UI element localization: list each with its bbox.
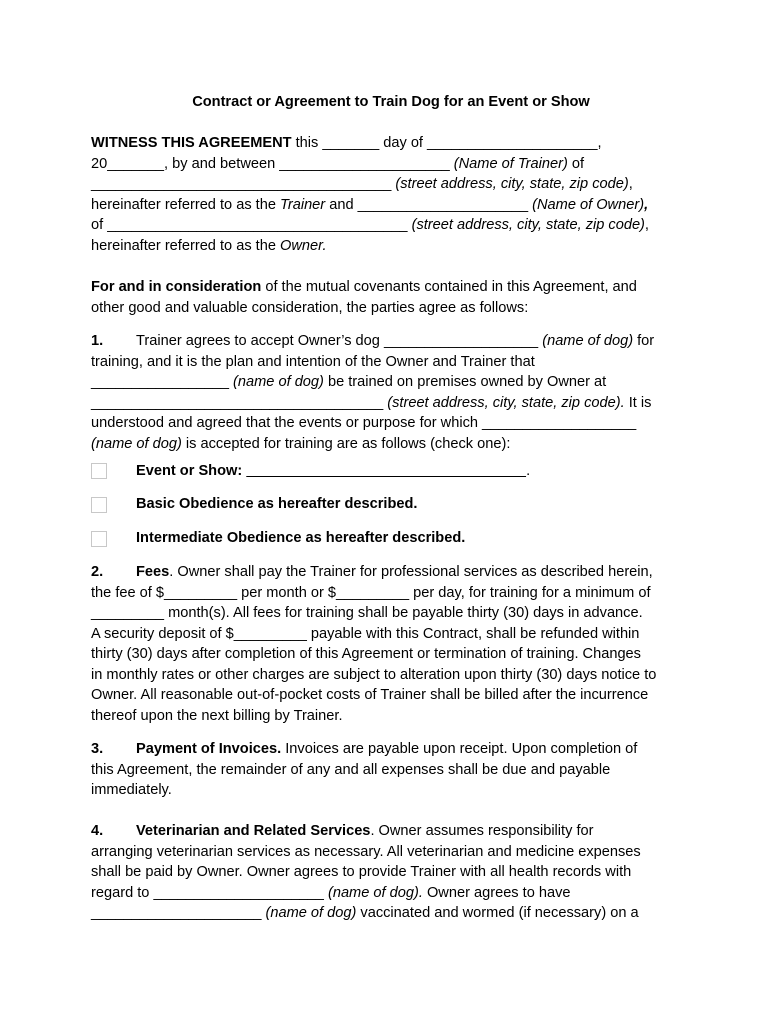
witness-paragraph bbox=[91, 133, 691, 256]
witness-line-4: hereinafter referred to as the Trainer and _____________________ (Name of Owner), bbox=[91, 196, 649, 213]
witness-line-5: of _____________________________________ (street address, city, state, zip code), bbox=[91, 217, 649, 233]
section-heading: Veterinarian and Related Services bbox=[136, 823, 371, 839]
section-number: 1. bbox=[91, 333, 104, 349]
event-or-show-label: Event or Show: . bbox=[136, 463, 531, 479]
event-or-show-blank[interactable] bbox=[246, 463, 526, 479]
witness-line-6: hereinafter referred to as the Owner. bbox=[91, 237, 327, 254]
section-number: 4. bbox=[91, 823, 104, 839]
intermediate-obedience-checkbox[interactable] bbox=[91, 531, 107, 547]
basic-obedience-label: Basic Obedience as hereafter described. bbox=[136, 496, 418, 512]
section-3: 3. Payment of Invoices. Invoices are payable upon receipt. Upon completion of this Agreement, the remainder of any and all expenses shall be due and payable immediately. bbox=[91, 741, 638, 798]
intermediate-obedience-label: Intermediate Obedience as hereafter described. bbox=[136, 530, 466, 546]
document-title: Contract or Agreement to Train Dog for an Event or Show bbox=[192, 94, 590, 110]
witness-line-2: 20_______, by and between _____________________ (Name of Trainer) of bbox=[91, 155, 585, 172]
consideration-paragraph: For and in consideration of the mutual covenants contained in this Agreement, and other good and valuable consideration, the parties agree as follows: bbox=[91, 279, 637, 316]
event-or-show-checkbox[interactable] bbox=[91, 463, 107, 479]
section-2: 2. Fees. Owner shall pay the Trainer for professional services as described herein, the fee of $_________ per month or $_________ per day, for training for a minimum of _________ month(s). All fees for training shall be payable thirty (30) days in advance. A security deposit of $_________ payable with this Contract, shall be refunded within thirty (30) days after completion of this Agreement or termination of training. Changes in monthly rates or other charges are subject to alteration upon thirty (30) days notice to Owner. All reasonable out-of-pocket costs of Trainer shall be billed after the incurrence thereof upon the next billing by Trainer. bbox=[91, 564, 657, 724]
basic-obedience-checkbox[interactable] bbox=[91, 497, 107, 513]
section-heading: Fees bbox=[136, 564, 170, 580]
section-number: 3. bbox=[91, 741, 104, 757]
witness-line-1: WITNESS THIS AGREEMENT this _______ day of _____________________, bbox=[91, 135, 602, 151]
section-number: 2. bbox=[91, 564, 104, 580]
section-1: 1. Trainer agrees to accept Owner’s dog ___________________ (name of dog) for training, and it is the plan and intention of the Owner and Trainer that _________________ (name of dog) be trained on premises owned by Owner at ____________________________________ (street address, city, state, zip code). It is understood and agreed that the events or purpose for which ___________________ (name of dog) is accepted for training are as follows (check one): bbox=[91, 333, 655, 452]
witness-line-3: _____________________________________ (street address, city, state, zip code), bbox=[91, 176, 633, 192]
section-heading: Payment of Invoices. bbox=[136, 741, 282, 757]
section-4: 4. Veterinarian and Related Services. Owner assumes responsibility for arranging veterinarian services as necessary. All veterinarian and medicine expenses shall be paid by Owner. Owner agrees to provide Trainer with all health records with regard to _____________________ (name of dog). Owner agrees to have _____________________ (name of dog) vaccinated and wormed (if necessary) on a bbox=[91, 823, 641, 921]
